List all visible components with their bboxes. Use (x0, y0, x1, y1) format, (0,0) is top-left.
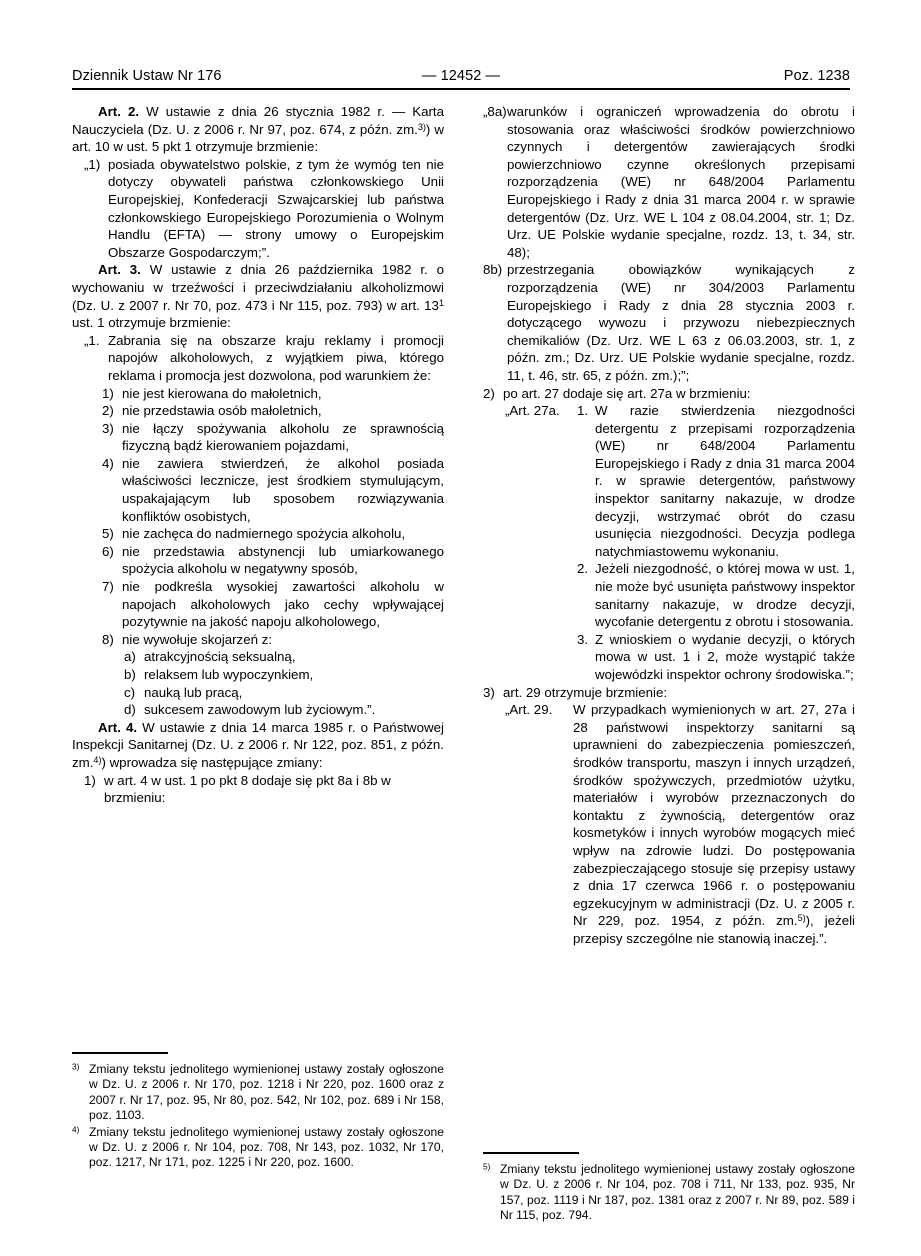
footnote-text: Zmiany tekstu jednolitego wymienionej ustawy zostały ogłoszone w Dz. U. z 2006 r. Nr 104, poz. 708, Nr 143, poz. 1032, Nr 170, poz. 1217, Nr 171, poz. 1225 i Nr 220, poz. 1600. (89, 1124, 444, 1170)
art2-label: Art. 2. (98, 104, 140, 119)
header-rule (72, 88, 850, 90)
pkt-8b-marker: 8b) (483, 262, 503, 278)
item-3-marker: 3) (483, 684, 495, 700)
list-item (124, 684, 444, 702)
art27a-ust-2 (577, 560, 855, 630)
running-head-left: Dziennik Ustaw Nr 176 (72, 68, 222, 84)
right-column (483, 103, 855, 948)
list-item (102, 543, 444, 578)
art3-label: Art. 3. (98, 262, 141, 278)
list-item (102, 455, 444, 525)
left-column (72, 103, 444, 807)
point-marker: 8) (102, 631, 114, 647)
art3-intro-a: W ustawie z dnia 26 października 1982 r. o wychowaniu w trzeźwości i przeciwdziałaniu alkoholizmowi (Dz. U. z 2007 r. Nr 70, poz. 473 i Nr 115, poz. 793) w art. 13 (72, 262, 444, 313)
art4-item-1-marker: 1) (84, 772, 96, 788)
footnote-ref-4: 4) (93, 754, 102, 765)
art27a-ust-1-text: W razie stwierdzenia niezgodności detergentu z przepisami rozporządzenia (WE) nr 648/2004 Parlamentu Europejskiego i Rady z dnia 31 marca 2004 r. w sprawie detergentów, państwowy inspektor sanitarny nakazuje, w drodze decyzji, wstrzymać obrót do czasu usunięcia niezgodności. Decyzja podlega natychmiastowemu wykonaniu. (595, 403, 855, 559)
point-marker: 5) (102, 526, 114, 542)
list-item (124, 666, 444, 684)
page-number: — 12452 — (421, 68, 501, 84)
list-item (102, 631, 444, 649)
list-item (124, 701, 444, 719)
art27a-ust-3 (577, 631, 855, 684)
art2-item-1-text: posiada obywatelstwo polskie, z tym że wymóg ten nie dotyczy obywateli państwa członkowskiego Unii Europejskiej, Konfederacji Szwajcarskiej lub państwa członkowskiego Europejskiego Porozumienia o Wolnym Handlu (EFTA) — strony umowy o Europejskim Obszarze Gospodarczym;”. (108, 156, 444, 260)
point-marker: 6) (102, 543, 114, 559)
footnote-item (72, 1062, 444, 1124)
art4-item-1-text: w art. 4 w ust. 1 po pkt 8 dodaje się pkt 8a i 8b w brzmieniu: (104, 772, 391, 806)
point-text: nie przedstawia osób małoletnich, (122, 403, 322, 419)
list-item (102, 402, 444, 420)
point-text: nie przedstawia abstynencji lub umiarkowanego spożycia alkoholu w negatywny sposób, (122, 543, 444, 577)
art4-item-1 (84, 772, 444, 807)
pkt-8a-marker: „8a) (483, 104, 507, 119)
pkt-8b (483, 261, 855, 384)
art2-intro-a: W ustawie z dnia 26 stycznia 1982 r. — Karta Nauczyciela (Dz. U. z 2006 r. Nr 97, poz. 674, z późn. zm. (72, 104, 444, 137)
item-3 (483, 684, 855, 702)
footnote-marker (72, 1062, 89, 1077)
art3-intro-b: ust. 1 otrzymuje brzmienie: (72, 315, 231, 331)
footnote-marker (483, 1162, 500, 1177)
item-3-text: art. 29 otrzymuje brzmienie: (503, 684, 668, 700)
art3-intro (72, 261, 444, 331)
list-item (124, 648, 444, 666)
footnote-marker-text: 5) (483, 1162, 491, 1172)
footnote-rule (72, 1052, 168, 1054)
point-marker: 7) (102, 579, 114, 595)
art27a-ust-1 (505, 402, 855, 560)
art29-text-a: W przypadkach wymienionych w art. 27, 27a i 28 państwowi inspektorzy sanitarni są uprawnieni do zabezpieczenia pomieszczeń, środków transportu, maszyn i innych urządzeń, środków spożywczych, przedmiotów użytku, materiałów i wyrobów przeznaczonych do kontaktu z żywnością, detergentów oraz kosmetyków i innych wyrobów mogących mieć wpływ na zdrowie ludzi. Do postępowania zabezpieczającego stosuje się przepisy ustawy z dnia 17 czerwca 1966 r. o postępowaniu egzekucyjnym w administracji (Dz. U. z 2005 r. Nr 229, poz. 1954, z późn. zm. (573, 702, 855, 929)
art4-intro (72, 719, 444, 772)
subpoint-text: nauką lub pracą, (144, 684, 243, 700)
footnote-marker-text: 4) (72, 1124, 80, 1134)
item-2-text: po art. 27 dodaje się art. 27a w brzmieniu: (503, 385, 751, 401)
running-head (72, 58, 850, 84)
footnote-marker (72, 1125, 89, 1140)
subpoint-text: atrakcyjnością seksualną, (144, 649, 296, 665)
art29-text-b: ), jeżeli przepisy szczególne nie stanowią inaczej.”. (573, 913, 855, 946)
point-text: nie jest kierowana do małoletnich, (122, 385, 322, 401)
art3-ust-1-marker: „1. (84, 332, 100, 348)
art27a-ust-3-marker: 3. (577, 631, 589, 647)
point-marker: 3) (102, 420, 114, 436)
art2-item-1 (84, 156, 444, 262)
art3-ust-1 (84, 332, 444, 385)
art4-intro-a: W ustawie z dnia 14 marca 1985 r. o Państwowej Inspekcji Sanitarnej (Dz. U. z 2006 r. Nr 122, poz. 851, z późn. zm. (72, 719, 444, 770)
point-marker: 4) (102, 455, 114, 471)
pkt-8a (483, 103, 855, 261)
subpoint-marker: a) (124, 649, 136, 665)
art2-intro-b: ) w art. 10 w ust. 5 pkt 1 otrzymuje brzmienie: (72, 121, 444, 155)
subpoint-text: relaksem lub wypoczynkiem, (144, 667, 314, 682)
art2-item-1-marker: „1) (84, 156, 101, 172)
list-item (102, 578, 444, 631)
footnote-ref-5: 5) (797, 913, 806, 924)
footnote-marker-text: 3) (72, 1062, 80, 1072)
list-item (102, 525, 444, 543)
subpoint-marker: d) (124, 702, 136, 718)
point-text: nie podkreśla wysokiej zawartości alkoholu w napojach alkoholowych jako cechy wpływającej pozytywnie na jakość napoju alkoholowego, (122, 579, 444, 630)
art29-text (573, 701, 855, 947)
item-2 (483, 385, 855, 403)
list-item (102, 420, 444, 455)
point-marker: 1) (102, 385, 114, 401)
point-text: nie łączy spożywania alkoholu ze sprawnością fizyczną bądź kierowaniem pojazdami, (122, 420, 444, 454)
footnote-item (72, 1125, 444, 1171)
subpoint-marker: c) (124, 684, 136, 700)
footnotes-left (72, 1052, 444, 1172)
subpoint-marker: b) (124, 667, 136, 682)
art27a-ust-2-text: Jeżeli niezgodność, o której mowa w ust. 1, nie może być usunięta państwowy inspektor sanitarny nakazuje, w drodze decyzji, wycofanie detergentu z obrotu i stosowania. (595, 561, 855, 630)
art3-superscript-1: 1 (438, 297, 444, 308)
point-text: nie wywołuje skojarzeń z: (122, 631, 273, 647)
list-item (102, 385, 444, 403)
art2-intro (72, 103, 444, 156)
pkt-8a-text: warunków i ograniczeń wprowadzenia do obrotu i stosowania oraz właściwości środków powierzchniowo czynnych i detergentów zawierających środki powierzchniowo czynne określonych przepisami rozporządzenia (WE) nr 648/2004 Parlamentu Europejskiego i Rady z dnia 31 marca 2004 r. w sprawie detergentów (Dz. Urz. WE L 104 z 08.04.2004, str. 1; Dz. Urz. UE Polskie wydanie specjalne, rozdz. 13, t. 34, str. 48); (507, 104, 855, 260)
running-head-right: Poz. 1238 (783, 68, 850, 84)
art29-head-marker: „Art. 29. (505, 702, 553, 718)
footnote-item (483, 1162, 855, 1224)
footnote-text: Zmiany tekstu jednolitego wymienionej ustawy zostały ogłoszone w Dz. U. z 2006 r. Nr 104, poz. 708 i 711, Nr 133, poz. 935, Nr 157, poz. 1119 i Nr 187, poz. 1381 oraz z 2007 r. Nr 89, poz. 589 i Nr 115, poz. 794. (500, 1162, 855, 1223)
art27a-head-marker: „Art. 27a. (505, 403, 560, 419)
item-2-marker: 2) (483, 385, 495, 401)
pkt-8b-text: przestrzegania obowiązków wynikających z rozporządzenia (WE) nr 304/2003 Parlamentu Europejskiego i Rady z dnia 28 stycznia 2003 r. dotyczącego wywozu i przywozu niebezpiecznych chemikaliów (Dz. Urz. WE L 63 z 06.03.2003, str. 1, z późn. zm.; Dz. Urz. UE Polskie wydanie specjalne, rozdz. 11, t. 46, str. 65, z późn. zm.);”; (507, 262, 855, 383)
art4-label: Art. 4. (98, 719, 138, 735)
point-marker: 2) (102, 403, 114, 419)
footnote-text: Zmiany tekstu jednolitego wymienionej ustawy zostały ogłoszone w Dz. U. z 2006 r. Nr 170, poz. 1218 i Nr 220, poz. 1600 oraz z 2007 r. Nr 17, poz. 95, Nr 80, poz. 542, Nr 102, poz. 689 i Nr 158, poz. 1103. (89, 1062, 444, 1123)
art3-ust-1-text: Zabrania się na obszarze kraju reklamy i promocji napojów alkoholowych, z wyjątkiem piwa, którego reklama i promocja jest dozwolona, pod warunkiem że: (108, 332, 444, 383)
art4-intro-b: ) wprowadza się następujące zmiany: (101, 754, 323, 770)
footnote-ref-3: 3) (417, 121, 426, 132)
art27a-ust-2-marker: 2. (577, 561, 589, 577)
point-text: nie zachęca do nadmiernego spożycia alkoholu, (122, 526, 406, 542)
subpoint-text: sukcesem zawodowym lub życiowym.”. (144, 702, 376, 718)
point-text: nie zawiera stwierdzeń, że alkohol posiada właściwości lecznicze, jest środkiem stymulującym, uspakajającym lub sposobem rozwiązywania konfliktów osobistych, (122, 455, 444, 524)
art29 (505, 701, 855, 947)
art27a-ust-1-marker: 1. (577, 403, 589, 419)
art27a-ust-3-text: Z wnioskiem o wydanie decyzji, o których mowa w ust. 1 i 2, może wystąpić także wojewódzki inspektor ochrony środowiska.”; (595, 631, 855, 682)
footnotes-right (483, 1152, 855, 1225)
footnote-rule (483, 1152, 579, 1154)
